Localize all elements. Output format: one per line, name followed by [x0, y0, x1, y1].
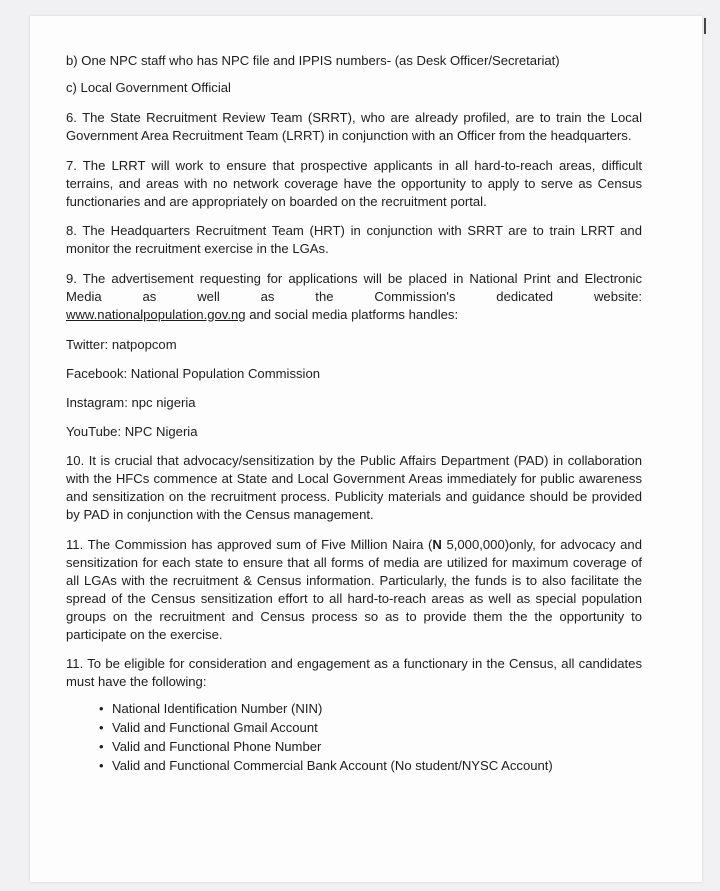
naira-symbol: N: [432, 536, 442, 552]
item-c: c) Local Government Official: [66, 80, 231, 95]
list-item: • Valid and Functional Gmail Account: [99, 720, 318, 735]
paragraph-7: 7. The LRRT will work to ensure that prospective applicants in all hard-to-reach areas, difficult terrains, and areas with no network coverage have the opportunity to apply to serve as Census functionaries and are appropriately on boarded on the recruitment portal.: [66, 157, 642, 209]
social-twitter: Twitter: natpopcom: [66, 336, 177, 352]
paragraph-11-funding: [66, 536, 642, 644]
paragraph-8: 8. The Headquarters Recruitment Team (HRT) in conjunction with SRRT are to train LRRT and monitor the recruitment exercise in the LGAs.: [66, 223, 642, 256]
list-item: • Valid and Functional Phone Number: [99, 739, 322, 754]
document-body: [66, 52, 642, 775]
paragraph-11-funding-start: 11. The Commission has approved sum of Five Million Naira (: [66, 536, 433, 552]
paragraph-9-text: 9. The advertisement requesting for applications will be placed in National Print and Electronic Media as well as the Commission's dedicated website:: [66, 270, 642, 304]
requirements-list: [66, 699, 642, 775]
paragraph-9-tail: and social media platforms handles:: [245, 306, 459, 322]
paragraph-6: 6. The State Recruitment Review Team (SRRT), who are already profiled, are to train the Local Government Area Recruitment Team (LRRT) in conjunction with an Officer from the headquarters.: [66, 110, 642, 143]
paragraph-10: 10. It is crucial that advocacy/sensitization by the Public Affairs Department (PAD) in collaboration with the HFCs commence at State and Local Government Areas immediately for public awareness and sensitization on the recruitment process. Publicity materials and guidance should be provided by PAD in conjunction with the Census management.: [66, 453, 642, 522]
social-facebook: Facebook: National Population Commission: [66, 365, 321, 381]
bullet-icon: •: [99, 739, 104, 754]
paragraph-11-eligibility: 11. To be eligible for consideration and engagement as a functionary in the Census, all candidates must have the following:: [66, 656, 642, 689]
document-page: [30, 16, 702, 882]
page-edge-mark: [704, 18, 706, 34]
bullet-icon: •: [99, 758, 104, 773]
social-instagram: Instagram: npc nigeria: [66, 394, 196, 410]
list-item: • National Identification Number (NIN): [99, 701, 323, 716]
paragraph-11-funding-rest: 5,000,000)only, for advocacy and sensitization for each state to ensure that all forms of media are utilized for maximum coverage of all LGAs with the recruitment & Census information. Particularly, the funds is to also facilitate the spread of the Census sensitization effort to all hard-to-reach areas as well as special population groups on the recruitment and Census process so as to provide them the the opportunity to participate on the exercise.: [66, 536, 642, 642]
list-item: • Valid and Functional Commercial Bank Account (No student/NYSC Account): [99, 758, 553, 773]
website-link[interactable]: www.nationalpopulation.gov.ng: [66, 306, 246, 322]
item-b: b) One NPC staff who has NPC file and IPPIS numbers- (as Desk Officer/Secretariat): [66, 53, 560, 68]
social-youtube: YouTube: NPC Nigeria: [66, 423, 198, 439]
bullet-icon: •: [99, 701, 104, 716]
bullet-icon: •: [99, 720, 104, 735]
paragraph-9: [66, 270, 642, 324]
